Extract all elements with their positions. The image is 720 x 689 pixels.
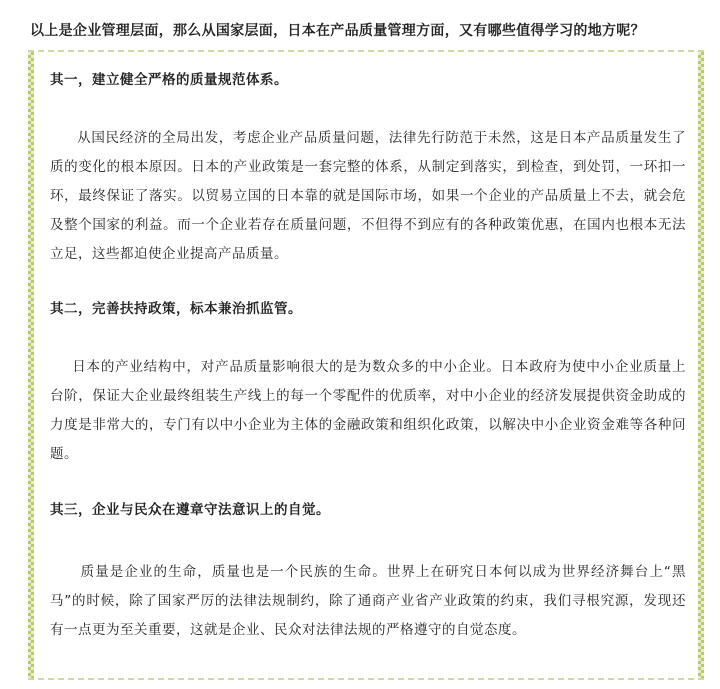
section-heading-3: 其三，企业与民众在遵章守法意识上的自觉。: [50, 502, 330, 518]
section-paragraph-1: 从国民经济的全局出发，考虑企业产品质量问题，法律先行防范于未然，这是日本产品质量发生了质的变化的根本原因。日本的产业政策是一套完整的体系，从制定到落实，到检查，到处罚，一环扣一环，最终保证了落实。以贸易立国的日本靠的就是国际市场，如果一个企业的产品质量上不去，就会危及整个国家的利益。而一个企业若存在质量问题，不但得不到应有的各种政策优惠，在国内也根本无法立足，这些都迫使企业提高产品质量。: [50, 130, 686, 262]
section-paragraph-3: 质量是企业的生命，质量也是一个民族的生命。世界上在研究日本何以成为世界经济舞台上“黑马”的时候，除了国家严厉的法律法规制约，除了通商产业省产业政策的约束，我们寻根究源，发现还有一点更为至关重要，这就是企业、民众对法律法规的严格遵守的自觉态度。: [50, 564, 686, 638]
section-heading-1: 其一，建立健全严格的质量规范体系。: [50, 72, 288, 88]
question-heading: 以上是企业管理层面，那么从国家层面，日本在产品质量管理方面，又有哪些值得学习的地方呢？: [30, 23, 645, 39]
content-box: [28, 50, 704, 680]
section-heading-2: 其二，完善扶持政策，标本兼治抓监管。: [50, 301, 302, 317]
section-paragraph-2: 日本的产业结构中，对产品质量影响很大的是为数众多的中小企业。日本政府为使中小企业质量上台阶，保证大企业最终组装生产线上的每一个零配件的优质率，对中小企业的经济发展提供资金助成的力度是非常大的，专门有以中小企业为主体的金融政策和组织化政策，以解决中小企业资金难等各种问题。: [50, 359, 686, 462]
left-decorative-border: [28, 52, 34, 678]
right-decorative-border: [698, 52, 704, 678]
